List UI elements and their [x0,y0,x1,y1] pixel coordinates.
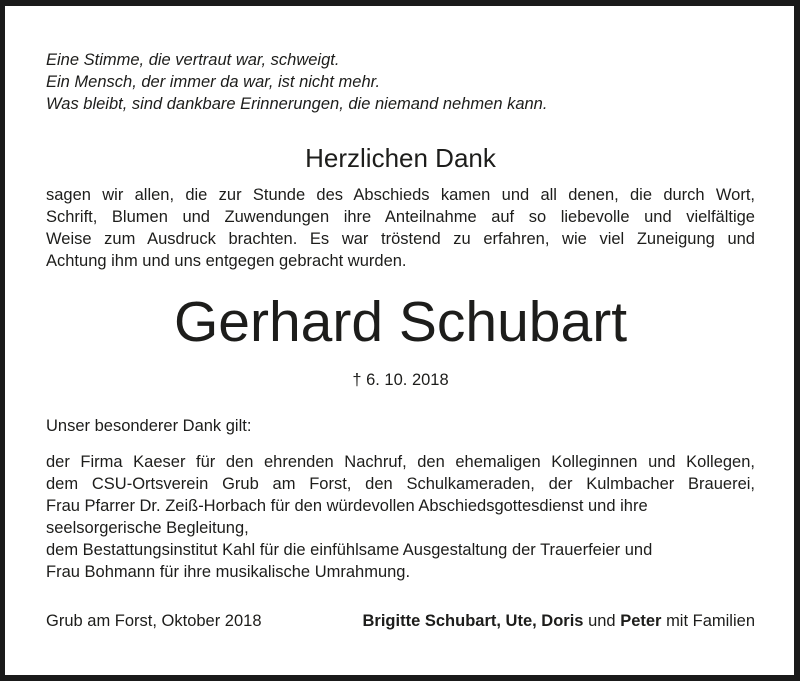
special-line: seelsorgerische Begleitung, [46,519,249,537]
thanks-paragraph [46,184,755,272]
heading: Herzlichen Dank [305,143,496,173]
poem-line: Eine Stimme, die vertraut war, schweigt. [46,51,340,69]
conjunction: und [588,612,616,630]
poem-line: Was bleibt, sind dankbare Erinnerungen, die niemand nehmen kann. [46,95,548,113]
signatory-suffix: mit Familien [666,612,755,630]
poem-line: Ein Mensch, der immer da war, ist nicht mehr. [46,73,381,91]
special-thanks-list [46,451,755,583]
death-date: † 6. 10. 2018 [352,371,449,389]
thanks-line: Schrift, Blumen und Zuwendungen ihre Anteilnahme auf so liebevolle und vielfältige [46,208,755,226]
special-intro [46,415,755,437]
deceased-name: Gerhard Schubart [173,290,628,354]
thanks-line: Weise zum Ausdruck brachten. Es war tröstend zu erfahren, wie viel Zuneigung und [46,230,755,248]
signatories [363,610,755,632]
special-line: Frau Pfarrer Dr. Zeiß-Horbach für den würdevollen Abschiedsgottesdienst und ihre [46,497,648,515]
thanks-line: Achtung ihm und uns entgegen gebracht wurden. [46,252,407,270]
footer [46,610,755,632]
poem [46,49,755,115]
signatory-names: Brigitte Schubart, Ute, Doris [362,612,584,630]
signatory-name: Peter [620,612,662,630]
place-date: Grub am Forst, Oktober 2018 [46,612,262,630]
special-line: Frau Bohmann für ihre musikalische Umrahmung. [46,563,411,581]
special-line: der Firma Kaeser für den ehrenden Nachruf, den ehemaligen Kolleginnen und Kollegen, [46,453,755,471]
special-line: dem Bestattungsinstitut Kahl für die einfühlsame Ausgestaltung der Trauerfeier und [46,541,653,559]
special-intro-text: Unser besonderer Dank gilt: [46,417,252,435]
obituary-notice [5,6,794,675]
thanks-line: sagen wir allen, die zur Stunde des Abschieds kamen und all denen, die durch Wort, [46,186,755,204]
special-line: dem CSU-Ortsverein Grub am Forst, den Schulkameraden, der Kulmbacher Brauerei, [46,475,755,493]
